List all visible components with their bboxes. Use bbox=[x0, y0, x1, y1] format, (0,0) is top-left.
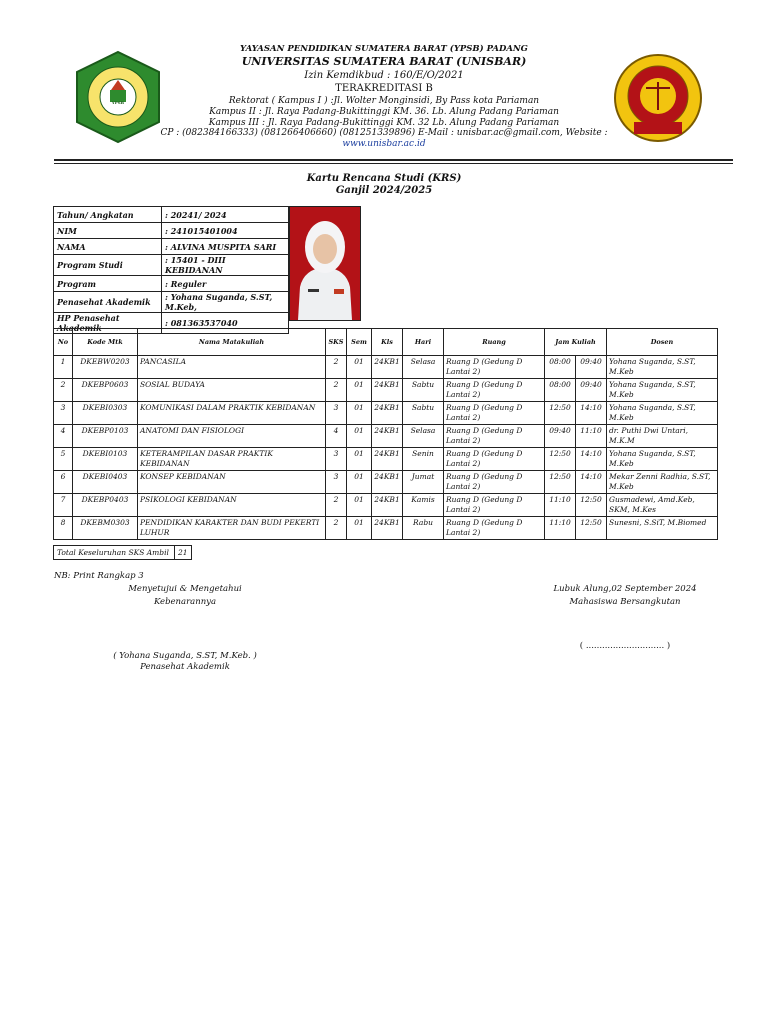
cell-hari: Senin bbox=[403, 448, 444, 471]
cell-mulai: 11:10 bbox=[545, 517, 576, 540]
student-info-label: Program Studi bbox=[54, 255, 162, 276]
total-sks-table bbox=[53, 545, 192, 560]
cell-kode: DKEBI0403 bbox=[73, 471, 138, 494]
cell-ruang: Ruang D (Gedung D Lantai 2) bbox=[444, 517, 545, 540]
student-info-value: : Reguler bbox=[162, 276, 289, 292]
cell-selesai: 09:40 bbox=[576, 356, 607, 379]
cell-no: 3 bbox=[54, 402, 73, 425]
student-signature: ( ............................. ) bbox=[579, 641, 671, 651]
cell-dosen: Gusmadewi, Amd.Keb, SKM, M.Kes bbox=[607, 494, 718, 517]
campus-2-address: Kampus II : Jl. Raya Padang-Bukittinggi KM. 36. Lb. Alung Padang Pariaman bbox=[209, 107, 559, 117]
accreditation: TERAKREDITASI B bbox=[335, 83, 433, 94]
student-info-label: NIM bbox=[54, 223, 162, 239]
cell-hari: Selasa bbox=[403, 356, 444, 379]
cell-kode: DKEBP0103 bbox=[73, 425, 138, 448]
table-row bbox=[54, 425, 718, 448]
student-info-row bbox=[54, 207, 289, 223]
student-info-value: : ALVINA MUSPITA SARI bbox=[162, 239, 289, 255]
cell-hari: Rabu bbox=[403, 517, 444, 540]
cell-kls: 24KB1 bbox=[372, 517, 403, 540]
cell-ruang: Ruang D (Gedung D Lantai 2) bbox=[444, 356, 545, 379]
cell-mulai: 08:00 bbox=[545, 356, 576, 379]
cell-hari: Jumat bbox=[403, 471, 444, 494]
foundation-name: YAYASAN PENDIDIKAN SUMATERA BARAT (YPSB) PADANG bbox=[240, 44, 528, 54]
student-info-row bbox=[54, 223, 289, 239]
cell-dosen: Yohana Suganda, S.ST, M.Keb bbox=[607, 356, 718, 379]
cell-selesai: 12:50 bbox=[576, 494, 607, 517]
cell-sem: 01 bbox=[347, 425, 372, 448]
table-row bbox=[54, 494, 718, 517]
cell-hari: Kamis bbox=[403, 494, 444, 517]
cell-sks: 3 bbox=[326, 402, 347, 425]
cell-nama: KONSEP KEBIDANAN bbox=[138, 471, 326, 494]
header-rule-thick bbox=[54, 159, 733, 161]
column-header: Ruang bbox=[444, 329, 545, 356]
cell-no: 5 bbox=[54, 448, 73, 471]
cell-ruang: Ruang D (Gedung D Lantai 2) bbox=[444, 494, 545, 517]
cell-ruang: Ruang D (Gedung D Lantai 2) bbox=[444, 425, 545, 448]
cell-kode: DKEBM0303 bbox=[73, 517, 138, 540]
advisor-role: Penasehat Akademik bbox=[140, 662, 230, 672]
cell-sks: 2 bbox=[326, 517, 347, 540]
cell-selesai: 14:10 bbox=[576, 402, 607, 425]
student-info-value: : 20241/ 2024 bbox=[162, 207, 289, 223]
cell-sks: 2 bbox=[326, 356, 347, 379]
cell-kode: DKEBI0103 bbox=[73, 448, 138, 471]
cell-no: 8 bbox=[54, 517, 73, 540]
approval-line-1: Menyetujui & Mengetahui bbox=[128, 584, 242, 594]
table-row bbox=[54, 379, 718, 402]
cell-sks: 3 bbox=[326, 471, 347, 494]
cell-kls: 24KB1 bbox=[372, 448, 403, 471]
student-info-row bbox=[54, 292, 289, 313]
cell-no: 2 bbox=[54, 379, 73, 402]
cell-sem: 01 bbox=[347, 494, 372, 517]
cell-ruang: Ruang D (Gedung D Lantai 2) bbox=[444, 379, 545, 402]
cell-sks: 2 bbox=[326, 494, 347, 517]
semester-title: Ganjil 2024/2025 bbox=[335, 185, 433, 196]
student-photo bbox=[289, 206, 361, 321]
cell-kls: 24KB1 bbox=[372, 379, 403, 402]
print-note: NB: Print Rangkap 3 bbox=[54, 571, 144, 581]
student-info-row bbox=[54, 239, 289, 255]
cell-sks: 2 bbox=[326, 379, 347, 402]
cell-mulai: 12:50 bbox=[545, 402, 576, 425]
cell-kode: DKEBI0303 bbox=[73, 402, 138, 425]
cell-kls: 24KB1 bbox=[372, 356, 403, 379]
cell-sem: 01 bbox=[347, 471, 372, 494]
cell-sem: 01 bbox=[347, 402, 372, 425]
cell-nama: KETERAMPILAN DASAR PRAKTIK KEBIDANAN bbox=[138, 448, 326, 471]
column-header: Jam Kuliah bbox=[545, 329, 607, 356]
column-header: No bbox=[54, 329, 73, 356]
student-info-row bbox=[54, 255, 289, 276]
cell-mulai: 11:10 bbox=[545, 494, 576, 517]
table-row bbox=[54, 448, 718, 471]
student-info-table bbox=[53, 206, 289, 334]
student-info-row bbox=[54, 276, 289, 292]
cell-no: 6 bbox=[54, 471, 73, 494]
cell-kode: DKEBP0403 bbox=[73, 494, 138, 517]
place-date: Lubuk Alung,02 September 2024 bbox=[553, 584, 697, 594]
total-sks-label: Total Keseluruhan SKS Ambil bbox=[54, 546, 175, 560]
cell-hari: Sabtu bbox=[403, 379, 444, 402]
student-info-value: : Yohana Suganda, S.ST, M.Keb, bbox=[162, 292, 289, 313]
cell-sem: 01 bbox=[347, 356, 372, 379]
student-info-value: : 081363537040 bbox=[162, 313, 289, 334]
cell-selesai: 14:10 bbox=[576, 448, 607, 471]
cell-ruang: Ruang D (Gedung D Lantai 2) bbox=[444, 448, 545, 471]
advisor-signature-name: ( Yohana Suganda, S.ST, M.Keb. ) bbox=[113, 651, 257, 661]
cell-nama: PSIKOLOGI KEBIDANAN bbox=[138, 494, 326, 517]
cell-sem: 01 bbox=[347, 448, 372, 471]
cell-mulai: 08:00 bbox=[545, 379, 576, 402]
campus-3-address: Kampus III : Jl. Raya Padang-Bukittinggi KM. 32 Lb. Alung Padang Pariaman bbox=[208, 118, 560, 128]
cell-nama: SOSIAL BUDAYA bbox=[138, 379, 326, 402]
cell-ruang: Ruang D (Gedung D Lantai 2) bbox=[444, 471, 545, 494]
total-sks-value: 21 bbox=[175, 546, 192, 560]
cell-kls: 24KB1 bbox=[372, 494, 403, 517]
student-role: Mahasiswa Bersangkutan bbox=[569, 597, 681, 607]
cell-selesai: 12:50 bbox=[576, 517, 607, 540]
cell-dosen: Yohana Suganda, S.ST, M.Keb bbox=[607, 448, 718, 471]
student-info-label: NAMA bbox=[54, 239, 162, 255]
student-info-value: : 15401 - DIII KEBIDANAN bbox=[162, 255, 289, 276]
cell-mulai: 12:50 bbox=[545, 448, 576, 471]
cell-nama: PENDIDIKAN KARAKTER DAN BUDI PEKERTI LUHUR bbox=[138, 517, 326, 540]
column-header: Dosen bbox=[607, 329, 718, 356]
table-row bbox=[54, 471, 718, 494]
column-header: SKS bbox=[326, 329, 347, 356]
approval-line-2: Kebenarannya bbox=[153, 597, 217, 607]
cell-selesai: 11:10 bbox=[576, 425, 607, 448]
cell-dosen: Yohana Suganda, S.ST, M.Keb bbox=[607, 402, 718, 425]
cell-kode: DKEBP0603 bbox=[73, 379, 138, 402]
cell-dosen: dr. Puthi Dwi Untari, M.K.M bbox=[607, 425, 718, 448]
cell-dosen: Sunesni, S.SiT, M.Biomed bbox=[607, 517, 718, 540]
cell-dosen: Mekar Zenni Radhia, S.ST, M.Keb bbox=[607, 471, 718, 494]
ypsb-logo-sub: YPSB bbox=[111, 100, 125, 105]
cell-selesai: 14:10 bbox=[576, 471, 607, 494]
cell-nama: ANATOMI DAN FISIOLOGI bbox=[138, 425, 326, 448]
cell-nama: PANCASILA bbox=[138, 356, 326, 379]
cell-kode: DKEBW0203 bbox=[73, 356, 138, 379]
table-row bbox=[54, 517, 718, 540]
column-header: Hari bbox=[403, 329, 444, 356]
cell-dosen: Yohana Suganda, S.ST, M.Keb bbox=[607, 379, 718, 402]
column-header: Nama Matakuliah bbox=[138, 329, 326, 356]
student-info-label: Program bbox=[54, 276, 162, 292]
cell-sks: 4 bbox=[326, 425, 347, 448]
course-table bbox=[53, 328, 718, 540]
cell-sks: 3 bbox=[326, 448, 347, 471]
cell-ruang: Ruang D (Gedung D Lantai 2) bbox=[444, 402, 545, 425]
cell-mulai: 09:40 bbox=[545, 425, 576, 448]
student-info-label: Penasehat Akademik bbox=[54, 292, 162, 313]
cell-hari: Sabtu bbox=[403, 402, 444, 425]
cell-kls: 24KB1 bbox=[372, 471, 403, 494]
header-rule-thin bbox=[54, 163, 733, 164]
cell-no: 4 bbox=[54, 425, 73, 448]
cell-no: 1 bbox=[54, 356, 73, 379]
cell-kls: 24KB1 bbox=[372, 402, 403, 425]
column-header: Sem bbox=[347, 329, 372, 356]
table-row bbox=[54, 356, 718, 379]
cell-sem: 01 bbox=[347, 517, 372, 540]
university-name: UNIVERSITAS SUMATERA BARAT (UNISBAR) bbox=[241, 55, 527, 68]
website-link[interactable]: www.unisbar.ac.id bbox=[342, 139, 426, 149]
table-row bbox=[54, 402, 718, 425]
cell-hari: Selasa bbox=[403, 425, 444, 448]
cell-no: 7 bbox=[54, 494, 73, 517]
cell-kls: 24KB1 bbox=[372, 425, 403, 448]
column-header: Kode Mtk bbox=[73, 329, 138, 356]
student-info-label: HP Penasehat Akademik bbox=[54, 313, 162, 334]
student-info-value: : 241015401004 bbox=[162, 223, 289, 239]
document-title: Kartu Rencana Studi (KRS) bbox=[306, 173, 462, 184]
cell-mulai: 12:50 bbox=[545, 471, 576, 494]
column-header: Kls bbox=[372, 329, 403, 356]
student-info-label: Tahun/ Angkatan bbox=[54, 207, 162, 223]
cell-sem: 01 bbox=[347, 379, 372, 402]
cell-selesai: 09:40 bbox=[576, 379, 607, 402]
cell-nama: KOMUNIKASI DALAM PRAKTIK KEBIDANAN bbox=[138, 402, 326, 425]
campus-1-address: Rektorat ( Kampus I ) :Jl. Wolter Monginsidi, By Pass kota Pariaman bbox=[228, 96, 540, 106]
contact-line: CP : (082384166333) (081266406660) (081251339896) E-Mail : unisbar.ac@gmail.com, Website : bbox=[160, 128, 608, 138]
permit-number: Izin Kemdikbud : 160/E/O/2021 bbox=[304, 70, 464, 81]
